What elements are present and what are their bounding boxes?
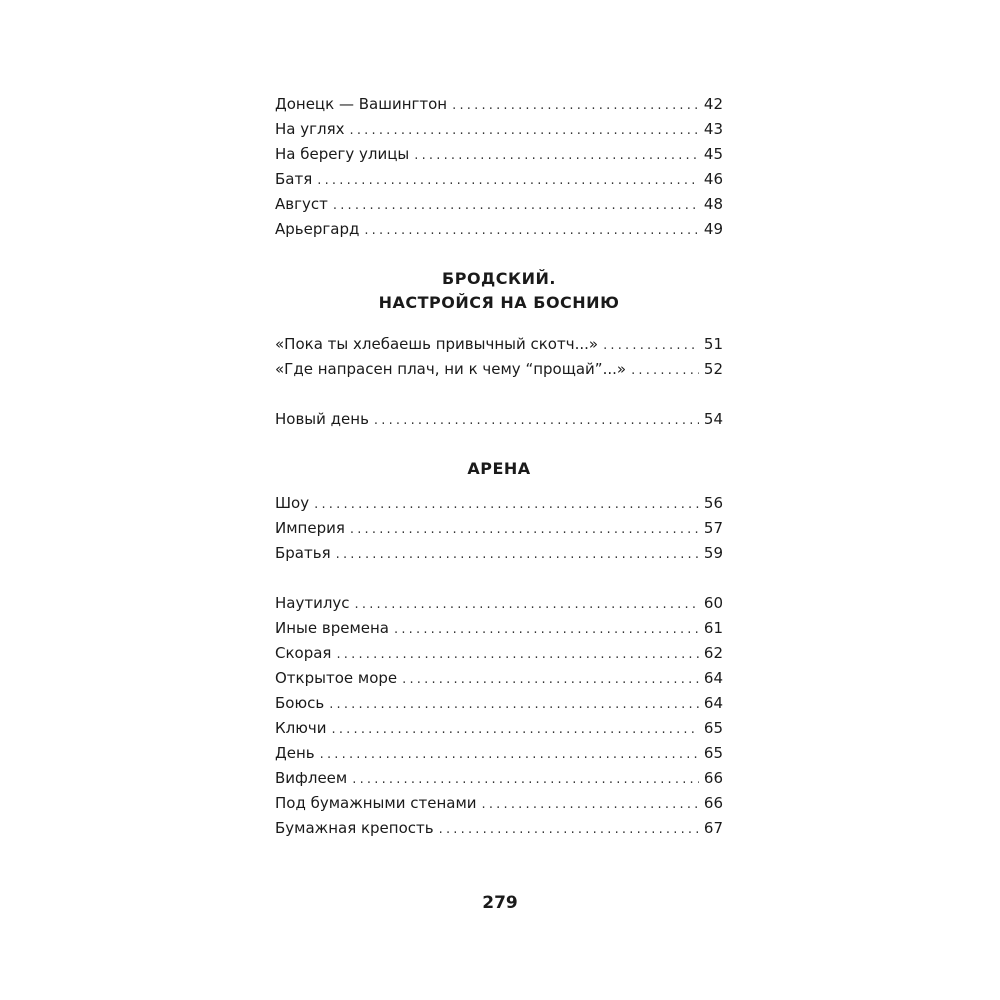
toc-entry[interactable] — [275, 192, 723, 217]
section-spacer — [275, 432, 723, 457]
toc-entry-title: Боюсь — [275, 694, 325, 712]
toc-entry-page: 66 — [703, 769, 723, 787]
section-heading — [275, 267, 723, 315]
toc-entry-title: «Пока ты хлебаешь привычный скотч...» — [275, 335, 599, 353]
dot-leader — [603, 333, 699, 358]
toc-entry-page: 59 — [703, 544, 723, 562]
dot-leader — [439, 817, 699, 842]
toc-entry[interactable] — [275, 142, 723, 167]
toc-entry-title: Донецк — Вашингтон — [275, 95, 448, 113]
dot-leader — [333, 193, 699, 218]
toc-entry[interactable] — [275, 117, 723, 142]
dot-leader — [320, 742, 699, 767]
toc-entry[interactable] — [275, 332, 723, 357]
toc-entry[interactable] — [275, 791, 723, 816]
toc-entry-title: Братья — [275, 544, 331, 562]
toc-entry-page: 62 — [703, 644, 723, 662]
toc-entry-page: 64 — [703, 669, 723, 687]
dot-leader — [374, 408, 699, 433]
group-spacer — [275, 566, 723, 591]
toc-entry-title: Август — [275, 195, 328, 213]
dot-leader — [314, 492, 699, 517]
section-spacer — [275, 242, 723, 267]
toc-entry-title: Иные времена — [275, 619, 390, 637]
toc-entry[interactable] — [275, 541, 723, 566]
toc-entry[interactable] — [275, 217, 723, 242]
toc-entry-page: 42 — [703, 95, 723, 113]
page-number: 279 — [482, 893, 518, 913]
toc-entry[interactable] — [275, 92, 723, 117]
toc-entry[interactable] — [275, 691, 723, 716]
toc-entry-page: 60 — [703, 594, 723, 612]
toc-entry-title: Под бумажными стенами — [275, 794, 477, 812]
toc-entry-title: «Где напрасен плач, ни к чему “прощай”...» — [275, 360, 627, 378]
toc-entry-title: Империя — [275, 519, 345, 537]
toc-entry[interactable] — [275, 516, 723, 541]
toc-entry[interactable] — [275, 816, 723, 841]
dot-leader — [402, 667, 699, 692]
toc-entry-page: 66 — [703, 794, 723, 812]
toc-entry-page: 54 — [703, 410, 723, 428]
toc-entry-page: 48 — [703, 195, 723, 213]
toc-entry[interactable] — [275, 357, 723, 382]
toc-entry-title: Бумажная крепость — [275, 819, 434, 837]
dot-leader — [394, 617, 699, 642]
toc-entry[interactable] — [275, 491, 723, 516]
toc-entry-title: Новый день — [275, 410, 369, 428]
toc-entry-title: На берегу улицы — [275, 145, 410, 163]
toc-entry-page: 65 — [703, 744, 723, 762]
dot-leader — [355, 592, 699, 617]
toc-entry-page: 65 — [703, 719, 723, 737]
toc-entry-page: 61 — [703, 619, 723, 637]
dot-leader — [364, 218, 699, 243]
dot-leader — [482, 792, 699, 817]
toc-entry[interactable] — [275, 616, 723, 641]
toc-entry[interactable] — [275, 591, 723, 616]
dot-leader — [336, 542, 699, 567]
toc-entry-title: День — [275, 744, 315, 762]
section-heading — [275, 457, 723, 481]
toc-entry[interactable] — [275, 407, 723, 432]
toc-entry-page: 45 — [703, 145, 723, 163]
toc-entry[interactable] — [275, 716, 723, 741]
dot-leader — [350, 118, 699, 143]
dot-leader — [329, 692, 699, 717]
toc-entry-page: 56 — [703, 494, 723, 512]
toc-entry-title: Арьергард — [275, 220, 360, 238]
toc-entry-page: 67 — [703, 819, 723, 837]
toc-entry-title: Батя — [275, 170, 313, 188]
toc-entry-title: Вифлеем — [275, 769, 348, 787]
toc-entry-title: Скорая — [275, 644, 332, 662]
toc-entry-title: Ключи — [275, 719, 327, 737]
dot-leader — [452, 93, 699, 118]
toc-entry[interactable] — [275, 666, 723, 691]
heading-spacer — [275, 481, 723, 491]
dot-leader — [414, 143, 699, 168]
dot-leader — [631, 358, 699, 383]
toc-entry[interactable] — [275, 167, 723, 192]
toc-entry-title: На углях — [275, 120, 345, 138]
toc-entry-page: 64 — [703, 694, 723, 712]
section-heading-line: БРОДСКИЙ. — [442, 269, 556, 288]
toc-entry-title: Открытое море — [275, 669, 398, 687]
toc-entry-page: 43 — [703, 120, 723, 138]
dot-leader — [350, 517, 699, 542]
section-heading-line: АРЕНА — [467, 459, 531, 478]
group-spacer — [275, 382, 723, 407]
toc-entry-page: 57 — [703, 519, 723, 537]
toc-entry[interactable] — [275, 741, 723, 766]
heading-spacer — [275, 315, 723, 332]
table-of-contents — [275, 92, 723, 841]
dot-leader — [352, 767, 699, 792]
dot-leader — [336, 642, 698, 667]
toc-entry-title: Шоу — [275, 494, 310, 512]
toc-entry-page: 52 — [703, 360, 723, 378]
dot-leader — [331, 717, 698, 742]
toc-entry-title: Наутилус — [275, 594, 350, 612]
dot-leader — [317, 168, 699, 193]
section-heading-line: НАСТРОЙСЯ НА БОСНИЮ — [378, 293, 620, 312]
toc-entry-page: 51 — [703, 335, 723, 353]
toc-entry[interactable] — [275, 766, 723, 791]
toc-entry-page: 46 — [703, 170, 723, 188]
toc-entry[interactable] — [275, 641, 723, 666]
toc-entry-page: 49 — [703, 220, 723, 238]
